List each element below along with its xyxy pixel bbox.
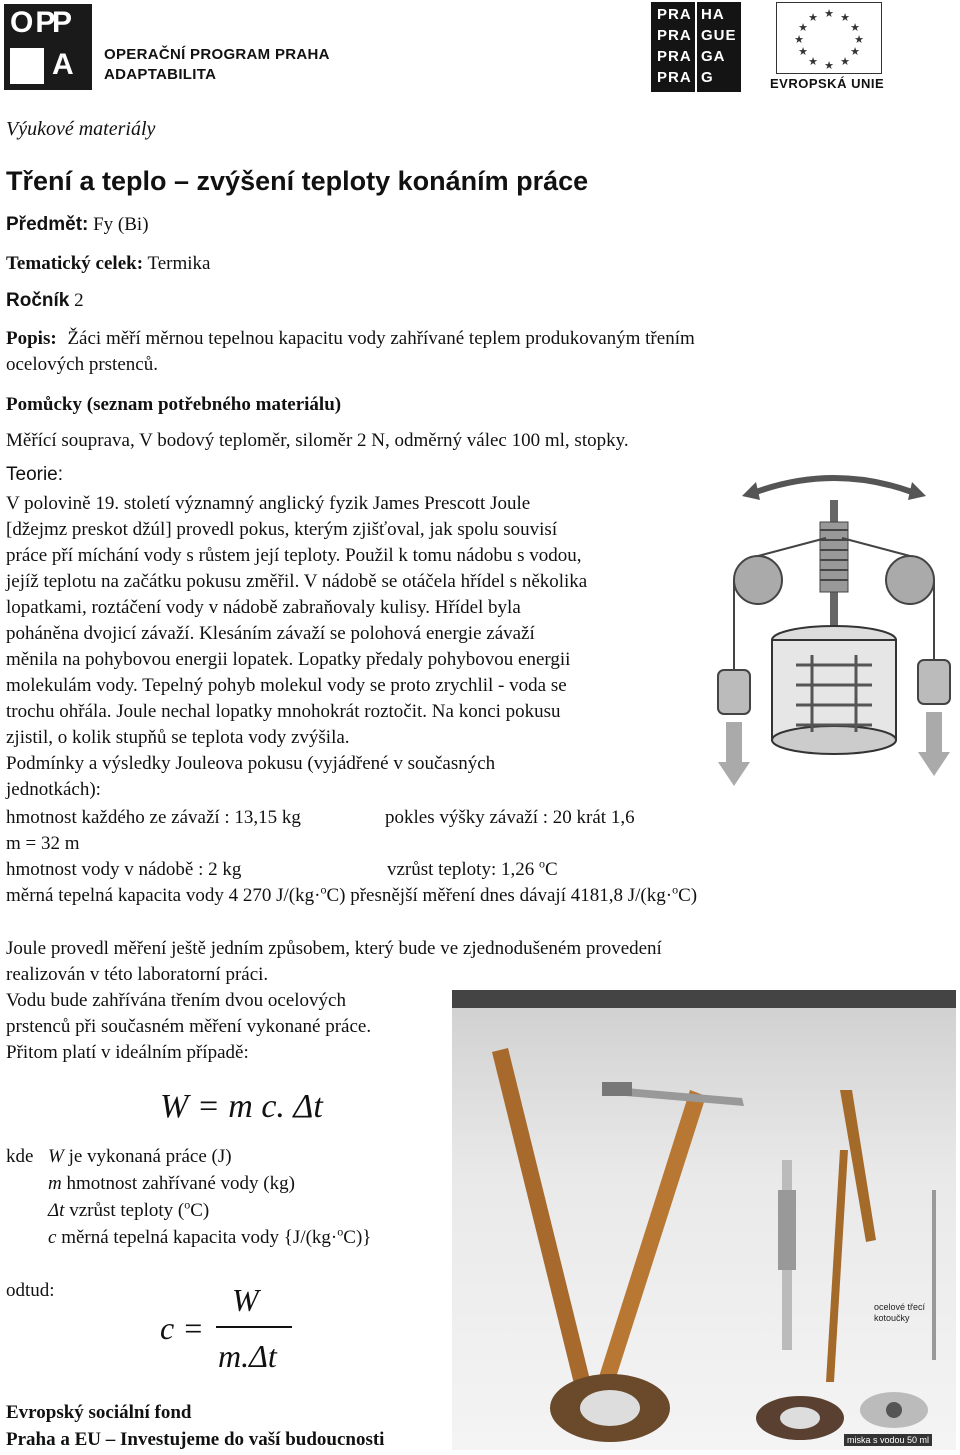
svg-text:★: ★ xyxy=(850,22,860,34)
description-text: Žáci měří měrnou tepelnou kapacitu vody zahřívané teplem produkovaným třením xyxy=(67,328,695,349)
opp-line1: OPERAČNÍ PROGRAM PRAHA xyxy=(104,46,330,63)
legend-row-dt xyxy=(48,1198,209,1224)
degree-sup: o xyxy=(320,882,327,897)
svg-text:★: ★ xyxy=(824,8,834,20)
svg-text:★: ★ xyxy=(850,46,860,58)
mass-weight: hmotnost každého ze závaží : 13,15 kg xyxy=(6,807,301,828)
eu-logo xyxy=(768,2,888,92)
opp-line2: ADAPTABILITA xyxy=(104,66,217,83)
praha-cell: PRA xyxy=(657,6,692,23)
tools-text: Měřící souprava, V bodový teploměr, siloměr 2 N, odměrný válec 100 ml, stopky. xyxy=(6,430,629,451)
eu-label: EVROPSKÁ UNIE xyxy=(770,76,885,91)
photo-note-line-1: ocelové třecí xyxy=(874,1302,926,1312)
praha-cell: PRA xyxy=(657,27,692,44)
photo-note-line-2: kotoučky xyxy=(874,1313,910,1323)
eu-flag-icon xyxy=(776,2,882,74)
temp-unit: C xyxy=(544,859,558,880)
section-label: Výukové materiály xyxy=(6,118,156,140)
tools-label: Pomůcky (seznam potřebného materiálu) xyxy=(6,394,342,415)
theory-line: zjistil, o kolik stupňů se teplota vody zvýšila. xyxy=(6,727,350,748)
fraction-bar xyxy=(216,1326,292,1328)
svg-text:★: ★ xyxy=(840,12,850,24)
opp-logo-white-block xyxy=(10,48,44,84)
opp-logo-letter-a: A xyxy=(52,48,76,81)
temp-rise-row xyxy=(387,857,558,883)
heat-capacity-row xyxy=(6,883,697,909)
legend-text: vzrůst teploty ( xyxy=(64,1200,185,1221)
temp-rise: vzrůst teploty: 1,26 xyxy=(387,859,539,880)
svg-text:★: ★ xyxy=(824,60,834,72)
steel-paragraph xyxy=(6,988,456,1066)
footer-fund: Evropský sociální fond xyxy=(6,1402,192,1423)
photo-note-rings xyxy=(874,1302,925,1324)
praha-logo xyxy=(651,2,741,92)
grade-label: Ročník xyxy=(6,290,70,311)
praha-cell: GUE xyxy=(701,27,737,44)
theory-line: jednotkách): xyxy=(6,779,101,800)
theory-line: trochu ohřála. Joule nechal lopatky mnohokrát roztočit. Na konci pokusu xyxy=(6,701,561,722)
svg-text:★: ★ xyxy=(808,56,818,68)
joule-line-1: Joule provedl měření ještě jedním způsobem, který bude ve zjednodušeném provedení xyxy=(6,938,662,959)
apparatus-photo xyxy=(452,990,956,1450)
svg-text:★: ★ xyxy=(798,22,808,34)
legend-row-w xyxy=(48,1144,232,1170)
formula-c-denominator: m.Δt xyxy=(218,1338,277,1374)
theory-label: Teorie: xyxy=(6,464,64,485)
theory-line: [džejmz preskot džúl] provedl pokus, kterým zjišťoval, jak spolu souvisí xyxy=(6,519,558,540)
legend-tail: C)} xyxy=(343,1227,372,1248)
opp-logo xyxy=(4,4,92,90)
heat-capacity-b: C) přesnější měření dnes dávají 4181,8 J/(kg· xyxy=(326,885,673,906)
footer-motto: Praha a EU – Investujeme do vaší budoucnosti xyxy=(6,1429,385,1450)
steel-line: Přitom platí v ideálním případě: xyxy=(6,1042,249,1063)
grade-value: 2 xyxy=(69,290,84,311)
svg-text:★: ★ xyxy=(798,46,808,58)
theory-line: Podmínky a výsledky Jouleova pokusu (vyjádřené v současných xyxy=(6,753,496,774)
praha-cell: GA xyxy=(701,48,726,65)
theory-line: měnila na pohybovou energii lopatek. Lopatky předaly pohybovou energii xyxy=(6,649,571,670)
degree-sup: o xyxy=(337,1224,344,1239)
opp-logo-letter-p: P xyxy=(52,6,75,39)
legend-symbol: W xyxy=(48,1146,64,1167)
theory-line: práce pří míchání vody s růstem její teploty. Použil k tomu nádobu s vodou, xyxy=(6,545,582,566)
praha-cell: HA xyxy=(701,6,725,23)
formula-c-lhs: c = xyxy=(160,1310,204,1346)
topic-row xyxy=(6,251,210,277)
praha-cell: G xyxy=(701,69,714,86)
kde-label: kde xyxy=(6,1146,34,1167)
drop-result: m = 32 m xyxy=(6,833,80,854)
formula-c-numerator: W xyxy=(232,1282,259,1318)
theory-line: V polovině 19. století významný anglický fyzik James Prescott Joule xyxy=(6,493,531,514)
steel-line: prstenců při současném měření vykonané práce. xyxy=(6,1016,372,1037)
svg-text:★: ★ xyxy=(808,12,818,24)
praha-cell: PRA xyxy=(657,69,692,86)
description-label: Popis: xyxy=(6,328,57,349)
photo-note-bowl: miska s vodou 50 ml xyxy=(844,1434,932,1446)
praha-cell: PRA xyxy=(657,48,692,65)
description-text-2: ocelových prstenců. xyxy=(6,354,158,375)
degree-sup: o xyxy=(184,1197,191,1212)
drop-height: pokles výšky závaží : 20 krát 1,6 xyxy=(385,807,635,828)
page-title: Tření a teplo – zvýšení teploty konáním práce xyxy=(6,166,589,196)
grade-row xyxy=(6,288,84,314)
steel-line: Vodu bude zahřívána třením dvou ocelových xyxy=(6,990,346,1011)
legend-row-m xyxy=(48,1171,295,1197)
legend-row-c xyxy=(48,1225,371,1251)
subject-label: Předmět: xyxy=(6,214,89,235)
apparatus-drawing xyxy=(452,990,956,1450)
legend-text: je vykonaná práce (J) xyxy=(63,1146,232,1167)
theory-line: jejíž teplotu na začátku pokusu změřil. V nádobě se otáčela hřídel s několika xyxy=(6,571,588,592)
opp-logo-letters: OP xyxy=(10,6,58,39)
mass-water: hmotnost vody v nádobě : 2 kg xyxy=(6,859,242,880)
theory-line: lopatkami, roztáčení vody v nádobě zabraňovaly kulisy. Hřídel byla xyxy=(6,597,521,618)
degree-sup: o xyxy=(538,856,545,871)
legend-symbol: m xyxy=(48,1173,62,1194)
svg-text:★: ★ xyxy=(840,56,850,68)
legend-symbol: c xyxy=(48,1227,57,1248)
subject-row xyxy=(6,212,149,238)
joule-apparatus-illustration xyxy=(716,470,952,800)
svg-text:★: ★ xyxy=(794,34,804,46)
degree-sup: o xyxy=(672,882,679,897)
formula-work: W = m c. Δt xyxy=(160,1088,323,1125)
praha-divider xyxy=(695,2,697,92)
theory-line: poháněna dvojicí závaží. Klesáním závaží se polohová energie závaží xyxy=(6,623,535,644)
theory-paragraph xyxy=(6,491,706,803)
joule-line-2: realizován v této laboratorní práci. xyxy=(6,964,269,985)
heat-capacity-c: C) xyxy=(678,885,698,906)
topic-value: Termika xyxy=(143,253,211,274)
legend-symbol: Δt xyxy=(48,1200,65,1221)
subject-value: Fy (Bi) xyxy=(88,214,149,235)
legend-text: měrná tepelná kapacita vody {J/(kg· xyxy=(56,1227,338,1248)
legend-tail: C) xyxy=(190,1200,210,1221)
svg-text:★: ★ xyxy=(854,34,864,46)
description-row xyxy=(6,326,695,352)
theory-line: molekulám vody. Tepelný pohyb molekul vody se proto zrychlil - voda se xyxy=(6,675,567,696)
odtud-label: odtud: xyxy=(6,1280,55,1301)
heat-capacity-a: měrná tepelná kapacita vody 4 270 J/(kg· xyxy=(6,885,321,906)
topic-label: Tematický celek: xyxy=(6,253,144,274)
legend-text: hmotnost zahřívané vody (kg) xyxy=(61,1173,295,1194)
